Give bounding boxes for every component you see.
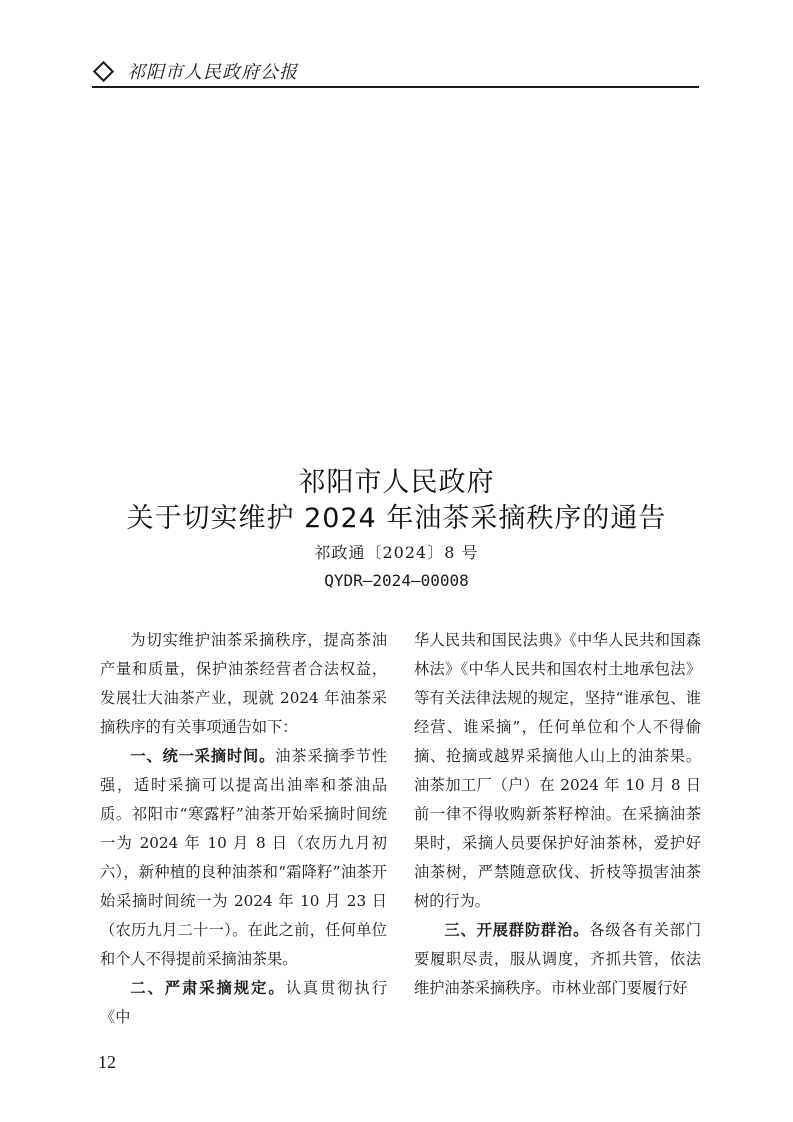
section-2-continued: 华人民共和国民法典》《中华人民共和国森林法》《中华人民共和国农村土地承包法》等有关法律法规的规定，坚持“谁承包、谁经营、谁采摘”，任何单位和个人不得偷摘、抢摘或越界采摘他人山上的油茶果。油茶加工厂（户）在 2024 年 10 月 8 日前一律不得收购新茶籽榨油。在采摘油茶果时，采摘人员要保护好油茶林，爱护好油茶树，严禁随意砍伐、折枝等损害油茶树的行为。 [414,631,701,910]
section-2-text-start: 认真贯彻执行《中 [100,979,388,1026]
section-3-text: 各级各有关部门要履职尽责，服从调度，齐抓共管，依法维护油茶采摘秩序。市林业部门要履行好 [414,921,702,997]
section-3-heading: 三、开展群防群治。 [444,921,590,939]
left-column [100,626,387,1032]
section-1-paragraph [100,742,387,974]
document-number: 祁政通〔2024〕8 号 [314,543,479,562]
document-title-block [0,465,793,595]
header-title: 祁阳市人民政府公报 [127,62,298,83]
intro-paragraph: 为切实维护油茶采摘秩序，提高茶油产量和质量，保护油茶经营者合法权益，发展壮大油茶产业，现就 2024 年油茶采摘秩序的有关事项通告如下： [100,631,387,736]
document-title-line1: 祁阳市人民政府 [298,467,495,498]
running-header [92,58,697,84]
right-column [414,626,701,1003]
page-number: 12 [98,1052,116,1072]
document-title-line2: 关于切实维护 2024 年油茶采摘秩序的通告 [126,503,667,534]
section-2-heading: 二、严肃采摘规定。 [130,979,286,997]
section-3-paragraph [414,916,701,1003]
registration-code: QYDR—2024—00008 [324,571,469,590]
section-1-heading: 一、统一采摘时间。 [130,747,276,765]
header-rule [92,86,699,88]
section-2-paragraph [100,974,387,1032]
diamond-icon [93,60,114,81]
section-1-text: 油茶采摘季节性强，适时采摘可以提高出油率和茶油品质。祁阳市“寒露籽”油茶开始采摘时间统一为 2024 年 10 月 8 日（农历九月初六），新种植的良种油茶和“霜降籽”油茶开始采摘时间统一为 2024 年 10 月 23 日（农历九月二十一）。在此之前，任何单位和个人不得提前采摘油茶果。 [100,747,388,968]
